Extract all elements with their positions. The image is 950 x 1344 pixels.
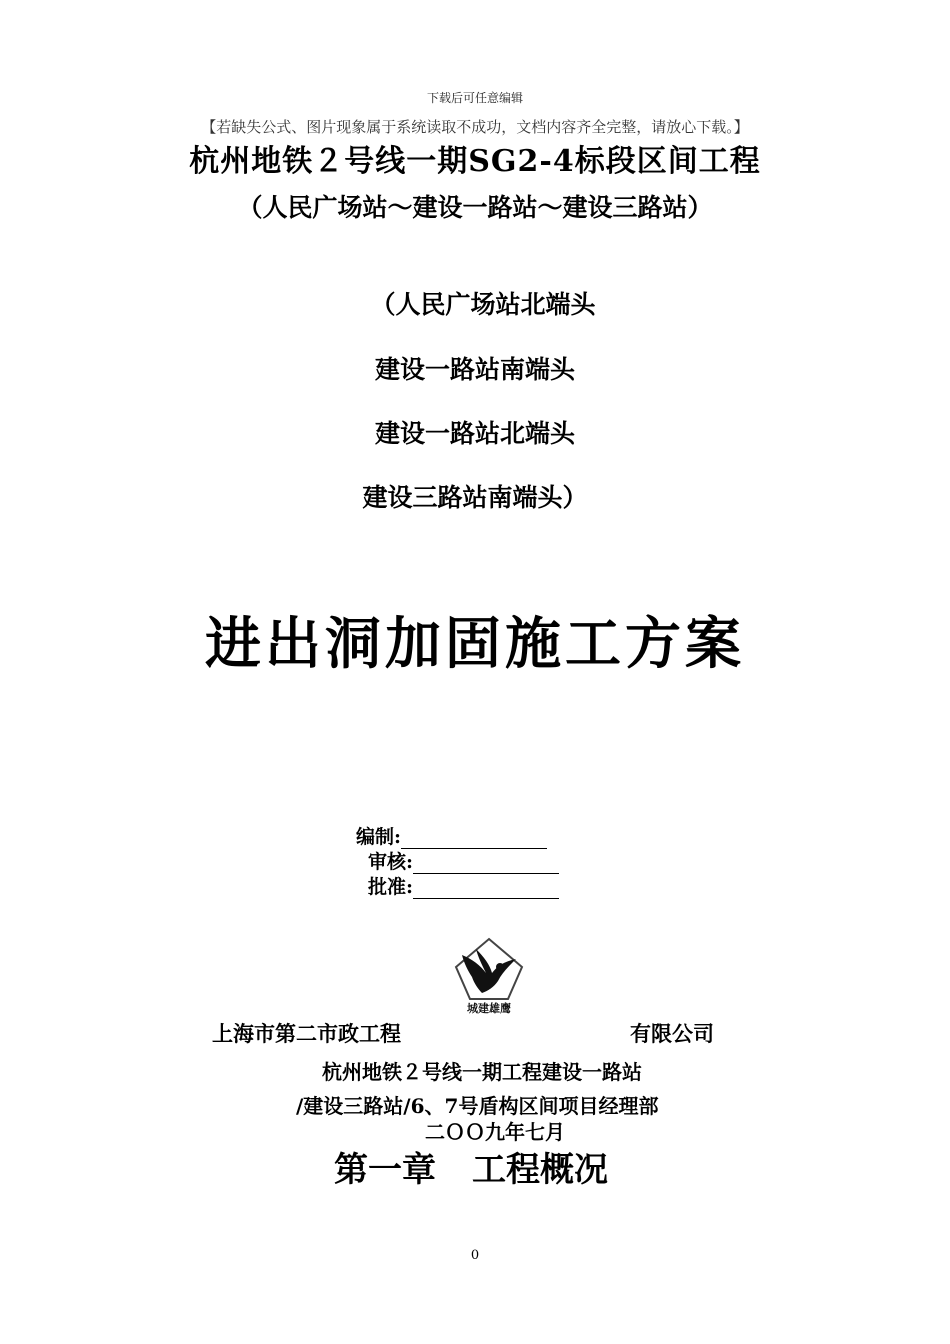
department-line-1: 杭州地铁２号线一期工程建设一路站 xyxy=(322,1060,642,1084)
document-date: 二ＯＯ九年七月 xyxy=(425,1120,565,1144)
company-name-right: 有限公司 xyxy=(630,1021,714,1046)
chapter-number: 第一章 xyxy=(334,1150,436,1190)
department-line-2: /建设三路站/6、7号盾构区间项目经理部 xyxy=(296,1094,659,1118)
site-line-3: 建设一路站北端头 xyxy=(374,419,575,448)
chapter-heading xyxy=(334,1142,608,1191)
logo-text: 城建雄鹰 xyxy=(467,1002,511,1015)
company-name-left: 上海市第二市政工程 xyxy=(212,1021,401,1046)
signature-reviewed xyxy=(368,847,559,874)
main-title: 进出洞加固施工方案 xyxy=(205,611,745,677)
signature-compiled xyxy=(356,822,547,849)
site-line-4: 建设三路站南端头） xyxy=(362,483,588,512)
site-line-2: 建设一路站南端头 xyxy=(374,355,575,384)
signature-approved xyxy=(368,872,559,899)
eagle-logo-icon xyxy=(448,937,530,1015)
signature-compiled-label: 编制: xyxy=(356,826,402,848)
header-note: 下载后可任意编辑 xyxy=(426,91,523,105)
chapter-title: 工程概况 xyxy=(472,1150,608,1190)
download-notice: 【若缺失公式、图片现象属于系统读取不成功，文档内容齐全完整，请放心下载。】 xyxy=(201,118,749,136)
signature-reviewed-label: 审核: xyxy=(368,851,414,873)
document-subtitle: （人民广场站～建设一路站～建设三路站） xyxy=(237,193,713,222)
signature-approved-label: 批准: xyxy=(368,876,414,898)
signature-approved-line xyxy=(413,880,559,899)
document-title: 杭州地铁２号线一期SG2-4标段区间工程 xyxy=(189,144,761,179)
site-line-1: （人民广场站北端头 xyxy=(370,290,596,319)
page-number: 0 xyxy=(470,1248,480,1263)
